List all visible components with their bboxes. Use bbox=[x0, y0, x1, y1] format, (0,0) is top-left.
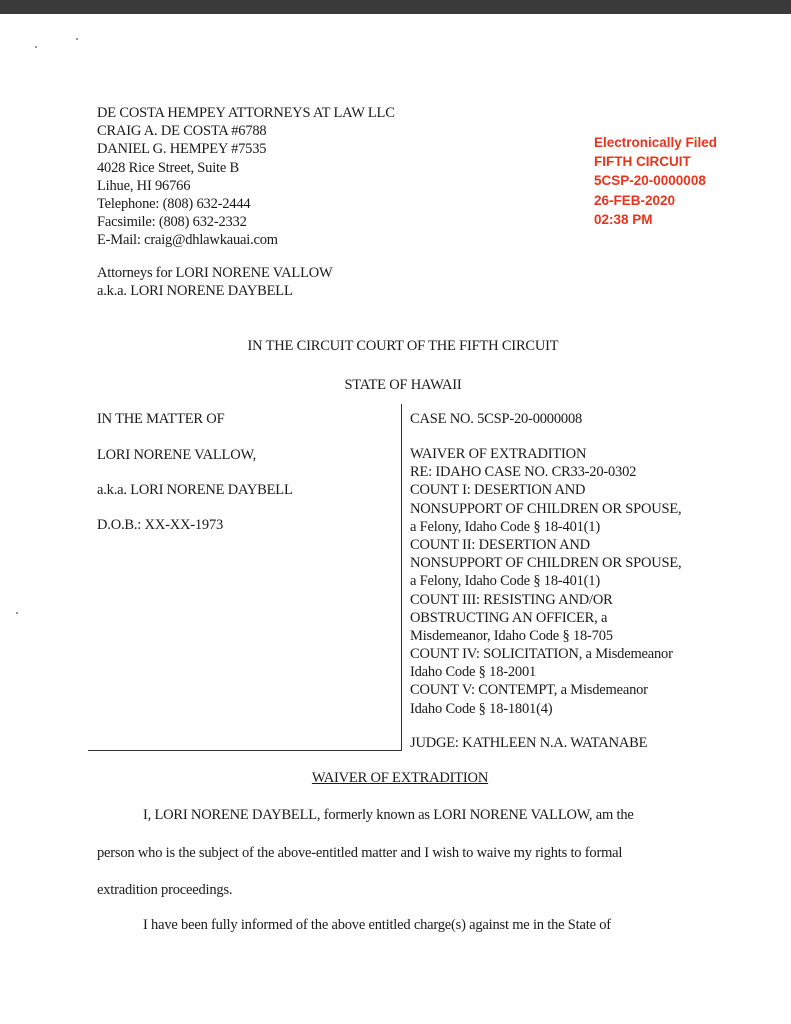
header-line: DANIEL G. HEMPEY #7535 bbox=[97, 141, 267, 158]
charge-line: COUNT I: DESERTION AND bbox=[410, 482, 586, 499]
body-line: extradition proceedings. bbox=[97, 882, 233, 898]
scan-speck bbox=[16, 612, 18, 614]
stamp-line: 02:38 PM bbox=[594, 211, 653, 227]
charge-line: COUNT II: DESERTION AND bbox=[410, 536, 590, 553]
header-line: Lihue, HI 96766 bbox=[97, 177, 191, 194]
charge-line: a Felony, Idaho Code § 18-401(1) bbox=[410, 573, 600, 590]
judge: JUDGE: KATHLEEN N.A. WATANABE bbox=[410, 735, 648, 751]
case-charges bbox=[410, 445, 681, 718]
charge-line: Idaho Code § 18-2001 bbox=[410, 664, 537, 681]
charge-line: a Felony, Idaho Code § 18-401(1) bbox=[410, 518, 600, 535]
body-line: I have been fully informed of the above entitled charge(s) against me in the State of bbox=[143, 917, 611, 933]
body-line: person who is the subject of the above-entitled matter and I wish to waive my rights to formal bbox=[97, 845, 623, 861]
body-line: I, LORI NORENE DAYBELL, formerly known as LORI NORENE VALLOW, am the bbox=[143, 807, 634, 823]
caption-aka: a.k.a. LORI NORENE DAYBELL bbox=[97, 482, 293, 498]
attorney-header bbox=[97, 104, 395, 250]
charge-line: NONSUPPORT OF CHILDREN OR SPOUSE, bbox=[410, 555, 682, 572]
header-line: E-Mail: craig@dhlawkauai.com bbox=[97, 232, 278, 249]
caption-dob: D.O.B.: XX-XX-1973 bbox=[97, 517, 224, 533]
header-line: Telephone: (808) 632-2444 bbox=[97, 195, 251, 212]
charge-line: Misdemeanor, Idaho Code § 18-705 bbox=[410, 627, 613, 644]
charge-line: COUNT III: RESISTING AND/OR bbox=[410, 591, 613, 608]
viewer-top-bar bbox=[0, 0, 791, 14]
attorneys-for bbox=[97, 264, 333, 300]
caption-divider bbox=[401, 404, 402, 751]
electronic-filing-stamp bbox=[594, 133, 717, 229]
charge-line: OBSTRUCTING AN OFFICER, a bbox=[410, 609, 608, 626]
stamp-line: Electronically Filed bbox=[594, 135, 718, 150]
stamp-line: FIFTH CIRCUIT bbox=[594, 154, 691, 170]
header-line: DE COSTA HEMPEY ATTORNEYS AT LAW LLC bbox=[97, 105, 395, 121]
charge-line: WAIVER OF EXTRADITION bbox=[410, 446, 587, 462]
header-line: CRAIG A. DE COSTA #6788 bbox=[97, 123, 267, 140]
charge-line: Idaho Code § 18-1801(4) bbox=[410, 700, 553, 717]
charge-line: NONSUPPORT OF CHILDREN OR SPOUSE, bbox=[410, 500, 682, 517]
charge-line: COUNT IV: SOLICITATION, a Misdemeanor bbox=[410, 646, 673, 663]
attorneys-for-line: Attorneys for LORI NORENE VALLOW bbox=[97, 265, 333, 281]
charge-line: COUNT V: CONTEMPT, a Misdemeanor bbox=[410, 682, 648, 699]
caption-bottom-rule bbox=[88, 750, 401, 751]
charge-line: RE: IDAHO CASE NO. CR33-20-0302 bbox=[410, 464, 637, 481]
attorneys-for-line: a.k.a. LORI NORENE DAYBELL bbox=[97, 283, 293, 300]
document-heading: WAIVER OF EXTRADITION bbox=[311, 770, 489, 786]
stamp-line: 5CSP-20-0000008 bbox=[594, 173, 706, 189]
court-state: STATE OF HAWAII bbox=[344, 377, 462, 393]
header-line: 4028 Rice Street, Suite B bbox=[97, 159, 239, 176]
scan-speck bbox=[76, 38, 78, 40]
caption-name: LORI NORENE VALLOW, bbox=[97, 447, 257, 463]
court-title: IN THE CIRCUIT COURT OF THE FIFTH CIRCUIT bbox=[247, 338, 559, 354]
scan-speck bbox=[35, 46, 37, 48]
header-line: Facsimile: (808) 632-2332 bbox=[97, 214, 247, 231]
case-number: CASE NO. 5CSP-20-0000008 bbox=[410, 411, 583, 427]
stamp-line: 26-FEB-2020 bbox=[594, 192, 676, 208]
caption-matter: IN THE MATTER OF bbox=[97, 411, 225, 427]
